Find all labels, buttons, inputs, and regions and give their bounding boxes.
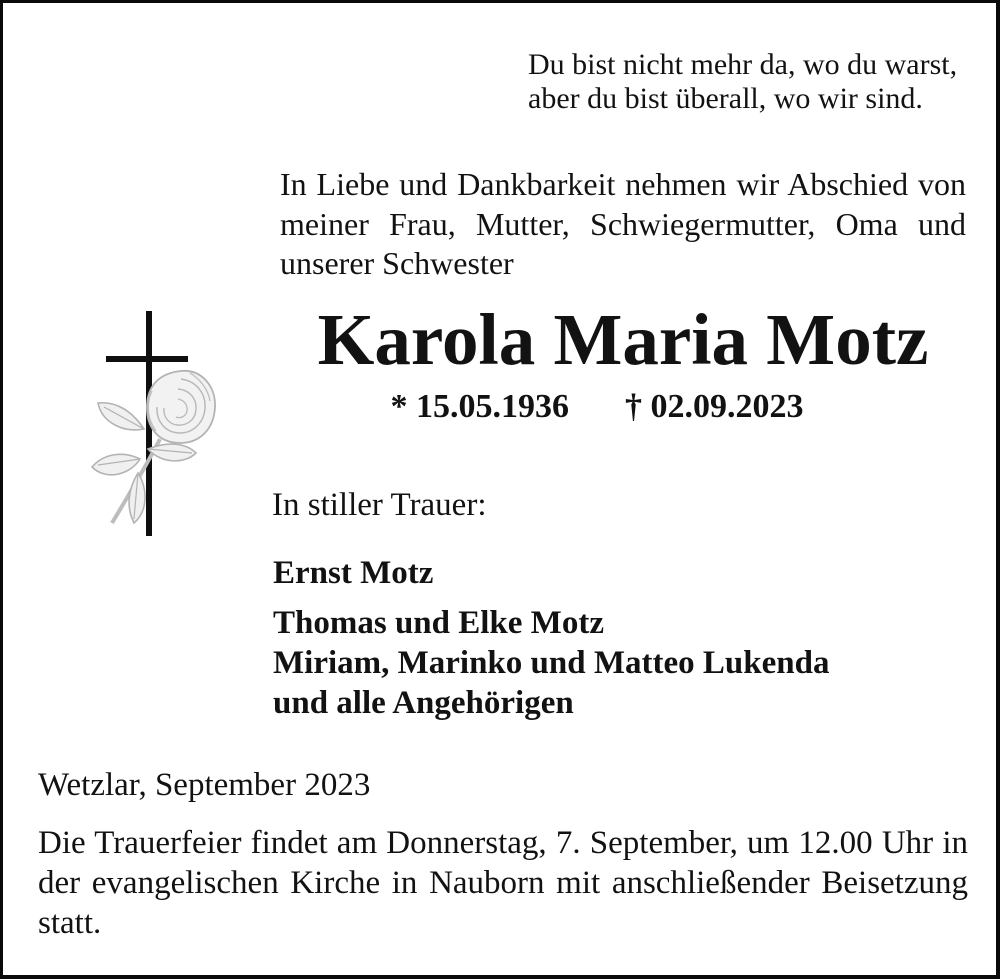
place-date-line: Wetzlar, September 2023	[38, 767, 371, 803]
funeral-info-paragraph: Die Trauerfeier findet am Donnerstag, 7. September, um 12.00 Uhr in der evangelischen Kirche in Nauborn mit anschließender Beisetzung statt.	[38, 825, 968, 941]
epitaph-quote-line1: Du bist nicht mehr da, wo du warst,	[528, 48, 958, 81]
mourner-name: Miriam, Marinko und Matteo Lukenda	[273, 645, 830, 681]
rose-sketch	[92, 371, 215, 523]
cross-with-rose-icon	[88, 301, 268, 551]
born-symbol: *	[390, 388, 408, 425]
mourner-name: Thomas und Elke Motz	[273, 605, 604, 641]
birth-date-value: 15.05.1936	[416, 388, 569, 425]
mourner-name: und alle Angehörigen	[273, 685, 574, 721]
epitaph-quote	[528, 48, 957, 116]
death-date	[625, 387, 804, 427]
birth-date	[391, 387, 570, 427]
mourners-list	[273, 553, 829, 723]
life-dates	[254, 387, 940, 427]
died-cross-symbol: †	[625, 388, 642, 425]
intro-paragraph: In Liebe und Dankbarkeit nehmen wir Abschied von meiner Frau, Mutter, Schwiegermutter, Oma und unserer Schwester	[280, 166, 966, 281]
death-date-value: 02.09.2023	[650, 388, 804, 425]
epitaph-quote-line2: aber du bist überall, wo wir sind.	[528, 82, 923, 115]
mourning-heading: In stiller Trauer:	[272, 487, 487, 523]
cross-horizontal-bar	[106, 356, 188, 362]
deceased-name: Karola Maria Motz	[317, 299, 929, 380]
mourner-name: Ernst Motz	[273, 555, 434, 591]
